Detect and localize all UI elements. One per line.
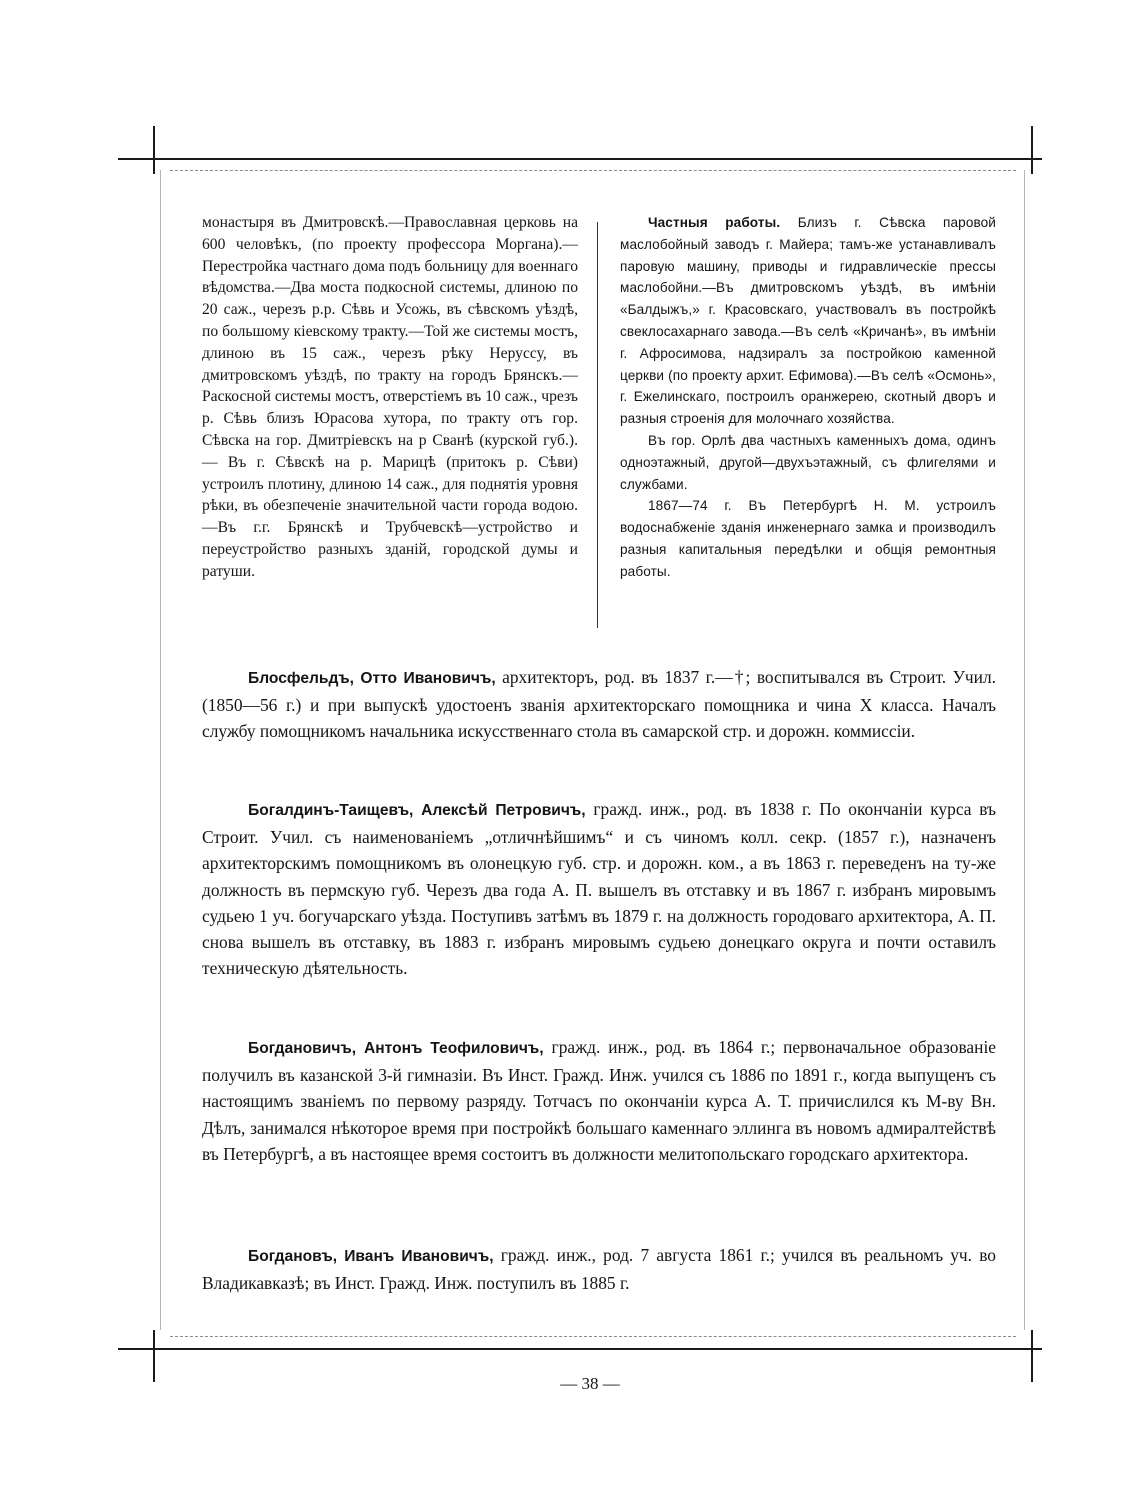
frame-left-lower-tick bbox=[153, 1330, 155, 1382]
frame-top-dashed-rule bbox=[170, 170, 1016, 171]
right-column-paragraph-2: Въ гор. Орлѣ два частныхъ каменныхъ дома, одинъ одноэтажный, другой—двухъэтажный, съ флигелями и службами. bbox=[620, 432, 996, 492]
page-number: — 38 — bbox=[560, 1374, 620, 1393]
entry-name: Богдановичъ, Антонъ Теофиловичъ, bbox=[248, 1040, 544, 1057]
frame-left-inner-line bbox=[160, 170, 161, 1330]
frame-right-lower-tick bbox=[1031, 1330, 1033, 1382]
entry-bogdanovich bbox=[202, 1034, 996, 1167]
frame-right-inner-line bbox=[1024, 170, 1025, 1330]
entry-text: гражд. инж., род. въ 1864 г.; первоначальное образованіе получилъ въ казанской 3-й гимназіи. Въ Инст. Гражд. Инж. учился съ 1886 по 1891 г., когда выпущенъ съ настоящимъ званіемъ по первому разряду. Тотчасъ по окончаніи курса А. Т. причислился къ М-ву Вн. Дѣлъ, занимался нѣкоторое время при постройкѣ большаго каменнаго эллинга въ новомъ адмиралтействѣ въ Петербургѣ, а въ настоящее время состоитъ въ должности мелитопольскаго городскаго архитектора. bbox=[202, 1037, 997, 1164]
right-column-paragraph-3: 1867—74 г. Въ Петербургѣ Н. М. устроилъ водоснабженіе зданія инженернаго замка и производилъ разныя капитальныя передѣлки и общія ремонтныя работы. bbox=[620, 498, 996, 579]
entry-blosfeld bbox=[202, 664, 996, 745]
entry-name: Богдановъ, Иванъ Ивановичъ, bbox=[248, 1248, 494, 1265]
column-separator bbox=[597, 222, 598, 628]
left-column bbox=[202, 212, 578, 583]
frame-left-upper-tick bbox=[153, 126, 155, 174]
entry-text: архитекторъ, род. въ 1837 г.—†; воспитывался въ Строит. Учил. (1850—56 г.) и при выпускѣ удостоенъ званія архитекторскаго помощника и чина X класса. Началъ службу помощникомъ начальника искусственнаго стола въ самарской стр. и дорожн. коммиссіи. bbox=[202, 667, 996, 742]
entry-text: гражд. инж., род. въ 1838 г. По окончаніи курса въ Строит. Учил. съ наименованіемъ „отличнѣйшимъ“ и съ чиномъ колл. секр. (1857 г.), назначенъ архитекторскимъ помощникомъ въ олонецкую губ. стр. и дорожн. ком., а въ 1863 г. переведенъ на ту-же должность въ пермскую губ. Черезъ два года А. П. вышелъ въ отставку и въ 1867 г. избранъ мировымъ судьею 1 уч. богучарскаго уѣзда. Поступивъ затѣмъ въ 1879 г. на должность городоваго архитектора, А. П. снова вышелъ въ отставку, въ 1883 г. избранъ мировымъ судьею донецкаго округа и почти оставилъ техническую дѣятельность. bbox=[202, 799, 997, 979]
entry-bogaldin-taishchev bbox=[202, 796, 996, 981]
right-column-paragraph-1 bbox=[620, 212, 996, 430]
private-works-text: Близъ г. Сѣвска паровой маслобойный заводъ г. Майера; тамъ-же устанавливалъ паровую машину, приводы и гидравлическіе прессы маслобойни.—Въ дмитровскомъ уѣздѣ, въ имѣніи «Балдыжъ,» г. Красовскаго, участвовалъ въ постройкѣ свеклосахарнаго завода.—Въ селѣ «Кричанѣ», въ имѣніи г. Афросимова, надзиралъ за постройкою каменной церкви (по проекту архит. Ефимова).—Въ селѣ «Осмонь», г. Ежелинскаго, построилъ оранжерею, скотный дворъ и разныя строенія для молочнаго хозяйства. bbox=[620, 215, 996, 427]
entry-bogdanov bbox=[202, 1242, 996, 1296]
frame-right-upper-tick bbox=[1031, 126, 1033, 174]
private-works-subhead: Частныя работы. bbox=[648, 215, 781, 230]
entry-name: Блосфельдъ, Отто Ивановичъ, bbox=[248, 670, 496, 687]
frame-top-rule bbox=[118, 158, 1042, 160]
entry-name: Богалдинъ-Таищевъ, Алексѣй Петровичъ, bbox=[248, 802, 586, 819]
entry-text: гражд. инж., род. 7 августа 1861 г.; учился въ реальномъ уч. во Владикавказѣ; въ Инст. Гражд. Инж. поступилъ въ 1885 г. bbox=[202, 1245, 996, 1294]
left-column-paragraph: монастыря въ Дмитровскѣ.—Православная церковь на 600 человѣкъ, (по проекту профессора Моргана).—Перестройка частнаго дома подъ больницу для военнаго вѣдомства.—Два моста подкосной системы, длиною по 20 саж., черезъ р.р. Сѣвь и Усожь, въ сѣвскомъ уѣздѣ, по большому кіевскому тракту.—Той же системы мостъ, длиною въ 15 саж., черезъ рѣку Неруссу, въ дмитровскомъ уѣздѣ, по тракту на городъ Брянскъ.—Раскосной системы мостъ, отверстіемъ въ 10 саж., чрезъ р. Сѣвь близъ Юрасова хутора, по тракту отъ гор. Сѣвска на гор. Дмитріевскъ на р Сванѣ (курской губ.).— Въ г. Сѣвскѣ на р. Марицѣ (притокъ р. Сѣви) устроилъ плотину, длиною 14 саж., для поднятія уровня рѣки, въ обезпеченіе значительной части города водою.—Въ г.г. Брянскѣ и Трубчевскѣ—устройство и переустройство разныхъ зданій, городской думы и ратуши. bbox=[202, 214, 578, 580]
frame-bottom-rule-visible bbox=[118, 1348, 1042, 1350]
frame-bottom-dashed-rule bbox=[170, 1336, 1016, 1337]
right-column bbox=[620, 212, 996, 583]
